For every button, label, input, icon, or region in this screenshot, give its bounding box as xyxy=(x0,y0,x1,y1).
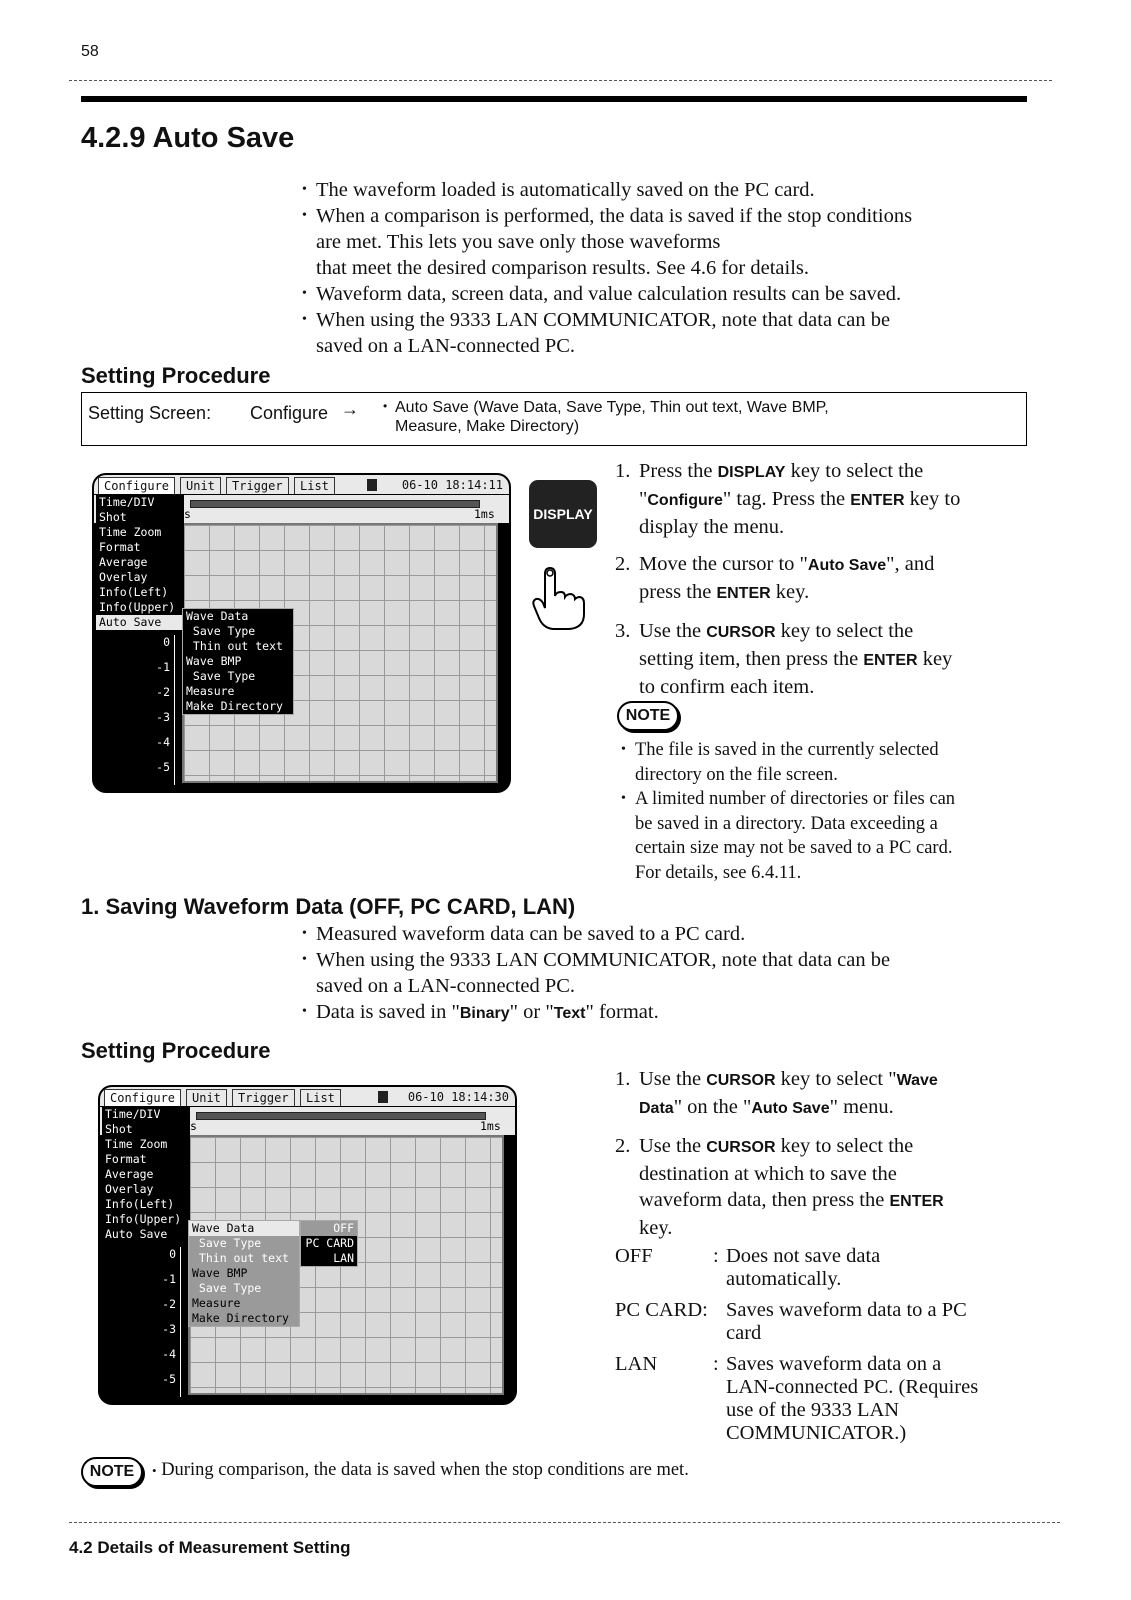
desc-line: Saves waveform data to a PC xyxy=(726,1299,967,1321)
text: " format. xyxy=(585,1001,659,1023)
menu-item[interactable]: Shot xyxy=(99,510,127,524)
step-item xyxy=(615,458,1015,540)
page-number: 58 xyxy=(81,43,99,60)
sub-bullet xyxy=(302,921,890,947)
desc-line: automatically. xyxy=(726,1268,842,1290)
options-table xyxy=(615,1245,1025,1445)
axis-line xyxy=(174,635,175,785)
submenu-item-selected[interactable]: Wave Data xyxy=(189,1221,299,1236)
menu-item[interactable]: Info(Upper) xyxy=(105,1212,182,1226)
arrow-icon: → xyxy=(341,399,359,419)
text: to confirm each item. xyxy=(639,676,815,698)
bullet-text: Waveform data, screen data, and value calculation results can be saved. xyxy=(316,283,902,305)
auto-save-submenu xyxy=(182,608,294,715)
axis-label: 0 xyxy=(169,1247,176,1261)
text: key to select the xyxy=(785,460,924,482)
intro-bullet xyxy=(302,307,912,333)
key-name: Configure xyxy=(647,492,723,509)
setting-screen-label: Setting Screen: xyxy=(88,403,212,423)
option-lan[interactable]: LAN xyxy=(333,1251,354,1265)
format-name: Text xyxy=(553,1005,586,1022)
text: key to select the xyxy=(775,620,914,642)
instrument-screen-1 xyxy=(92,473,511,793)
display-key xyxy=(529,480,597,548)
menu-item[interactable]: Info(Left) xyxy=(105,1197,175,1211)
clock: 06-10 18:14:30 xyxy=(407,1090,509,1104)
text: key to select the xyxy=(775,1135,914,1157)
step-number: 1. xyxy=(615,460,631,482)
menu-item[interactable]: Overlay xyxy=(99,570,148,584)
tab-unit[interactable]: Unit xyxy=(180,477,221,494)
option-row xyxy=(615,1299,1025,1353)
desc-line: LAN-connected PC. (Requires xyxy=(726,1376,979,1398)
desc-line: Does not save data xyxy=(726,1245,881,1267)
text: " tag. Press the xyxy=(722,488,851,510)
trigger-bar xyxy=(190,500,480,508)
submenu-item[interactable]: Thin out text xyxy=(192,1251,289,1265)
item-name: Wave xyxy=(896,1072,938,1089)
axis-label: 0 xyxy=(163,635,170,649)
text: Data is saved in " xyxy=(316,1001,460,1023)
menu-item[interactable]: Time/DIV xyxy=(105,1107,161,1121)
text: Move the cursor to " xyxy=(639,553,808,575)
text: key to select " xyxy=(775,1068,897,1090)
instrument-screen-2 xyxy=(98,1085,517,1405)
note-text: For details, see 6.4.11. xyxy=(635,862,802,883)
key-name: CURSOR xyxy=(706,1139,776,1156)
clock: 06-10 18:14:11 xyxy=(401,478,503,492)
axis-label: -4 xyxy=(156,735,170,749)
key-name: ENTER xyxy=(716,585,771,602)
note-text: During comparison, the data is saved when the stop conditions are met. xyxy=(161,1460,689,1480)
note-item xyxy=(621,787,955,812)
note-text: be saved in a directory. Data exceeding a xyxy=(635,813,938,834)
title-rule xyxy=(81,96,1027,102)
format-name: Binary xyxy=(459,1005,510,1022)
menu-item[interactable]: Shot xyxy=(105,1122,133,1136)
intro-bullet xyxy=(302,177,912,203)
option-term: OFF xyxy=(615,1245,653,1267)
key-name: Auto Save xyxy=(807,557,887,574)
setting-screen-items-cont: Measure, Make Directory) xyxy=(395,418,580,435)
submenu-item[interactable]: Save Type xyxy=(186,624,256,638)
submenu-item[interactable]: Save Type xyxy=(192,1281,262,1295)
axis-label: -1 xyxy=(156,660,170,674)
submenu-item[interactable]: Save Type xyxy=(192,1236,262,1250)
note-bullets xyxy=(621,738,955,885)
key-name: ENTER xyxy=(863,652,918,669)
text: Use the xyxy=(639,1068,707,1090)
submenu-item[interactable]: Measure xyxy=(192,1296,241,1310)
option-sep: : xyxy=(713,1245,719,1267)
text: key. xyxy=(639,1217,673,1239)
trigger-bar xyxy=(196,1112,486,1120)
axis-label: -2 xyxy=(162,1297,176,1311)
menu-item[interactable]: Time Zoom xyxy=(99,525,162,539)
menu-item[interactable]: Average xyxy=(99,555,148,569)
option-row xyxy=(615,1353,1025,1445)
text: Use the xyxy=(639,1135,707,1157)
bullet-text: When using the 9333 LAN COMMUNICATOR, note that data can be xyxy=(316,309,891,331)
menu-item-auto-save[interactable]: Auto Save xyxy=(105,1227,168,1241)
menu-item[interactable]: Time/DIV xyxy=(99,495,155,509)
step-number: 2. xyxy=(615,1135,631,1157)
option-desc xyxy=(726,1299,967,1345)
option-desc xyxy=(726,1245,880,1291)
submenu-item[interactable]: Make Directory xyxy=(192,1311,289,1325)
submenu-item[interactable]: Save Type xyxy=(186,669,256,683)
menu-item[interactable]: Format xyxy=(105,1152,147,1166)
setting-procedure-heading-2: Setting Procedure xyxy=(81,1038,271,1063)
desc-line: use of the 9333 LAN xyxy=(726,1399,900,1421)
destination-options xyxy=(300,1220,358,1267)
bullet-text: saved on a LAN-connected PC. xyxy=(316,975,576,997)
submenu-item[interactable]: Thin out text xyxy=(186,639,283,653)
option-off[interactable]: OFF xyxy=(301,1221,357,1236)
step-item xyxy=(615,1066,1015,1122)
text: press the xyxy=(639,581,717,603)
setting-screen-box xyxy=(81,392,1027,446)
steps-list-2 xyxy=(615,1066,1015,1252)
note-badge-2: NOTE xyxy=(81,1457,143,1487)
text: Use the xyxy=(639,620,707,642)
key-name: CURSOR xyxy=(706,1072,776,1089)
bullet-text: saved on a LAN-connected PC. xyxy=(316,335,576,357)
time-left-label: s xyxy=(184,507,191,521)
intro-bullets xyxy=(302,177,912,359)
note-item xyxy=(621,738,955,763)
option-row xyxy=(615,1245,1025,1299)
desc-line: COMMUNICATOR.) xyxy=(726,1422,907,1444)
axis-label: -5 xyxy=(162,1372,176,1386)
submenu-item[interactable]: Make Directory xyxy=(186,699,283,713)
key-name: CURSOR xyxy=(706,624,776,641)
menu-item[interactable]: Time Zoom xyxy=(105,1137,168,1151)
option-sep: : xyxy=(713,1353,719,1375)
subsection-title: 1. Saving Waveform Data (OFF, PC CARD, LAN) xyxy=(81,894,576,919)
intro-bullet xyxy=(302,281,912,307)
setting-screen-path: Configure xyxy=(250,403,329,423)
step-number: 1. xyxy=(615,1068,631,1090)
key-name: ENTER xyxy=(889,1193,944,1210)
footer-divider xyxy=(69,1522,1060,1523)
step-item xyxy=(615,1133,1015,1241)
text: key. xyxy=(770,581,810,603)
text: " or " xyxy=(509,1001,554,1023)
bullet-text: The waveform loaded is automatically saved on the PC card. xyxy=(316,179,815,201)
text: " on the " xyxy=(673,1096,752,1118)
note-badge: NOTE xyxy=(617,701,679,731)
tab-configure[interactable]: Configure xyxy=(98,477,175,494)
step-item xyxy=(615,618,1015,700)
setting-procedure-heading: Setting Procedure xyxy=(81,363,271,388)
step-number: 2. xyxy=(615,553,631,575)
text: display the menu. xyxy=(639,516,785,538)
axis-label: -3 xyxy=(156,710,170,724)
note-text: directory on the file screen. xyxy=(635,764,838,785)
option-desc xyxy=(726,1353,978,1445)
submenu-item[interactable]: Wave BMP xyxy=(192,1266,248,1280)
sub-bullet xyxy=(302,947,890,973)
tab-list[interactable]: List xyxy=(294,477,335,494)
bullet-text: are met. This lets you save only those waveforms xyxy=(316,231,721,253)
note-2-text xyxy=(152,1460,689,1481)
time-right-label: 1ms xyxy=(474,507,495,521)
display-key-label: DISPLAY xyxy=(533,506,593,522)
text: " menu. xyxy=(829,1096,894,1118)
y-axis-labels xyxy=(94,475,170,793)
desc-line: card xyxy=(726,1322,762,1344)
bullet-text: that meet the desired comparison results. See 4.6 for details. xyxy=(316,257,810,279)
option-term: LAN xyxy=(615,1353,658,1375)
text: waveform data, then press the xyxy=(639,1189,890,1211)
bullet-dot: • xyxy=(383,399,388,413)
tab-configure[interactable]: Configure xyxy=(104,1089,181,1106)
menu-item[interactable]: Info(Left) xyxy=(99,585,169,599)
axis-label: -2 xyxy=(156,685,170,699)
axis-label: -5 xyxy=(156,760,170,774)
option-pc-card[interactable]: PC CARD xyxy=(305,1236,354,1250)
subsection-bullets xyxy=(302,921,890,1027)
axis-line xyxy=(180,1247,181,1397)
item-name: Auto Save xyxy=(751,1100,830,1117)
tab-unit[interactable]: Unit xyxy=(186,1089,227,1106)
setting-screen-items: Auto Save (Wave Data, Save Type, Thin out text, Wave BMP, xyxy=(395,399,829,416)
menu-item-auto-save[interactable]: Auto Save xyxy=(96,615,184,630)
text: Press the xyxy=(639,460,718,482)
note-text: A limited number of directories or files can xyxy=(635,789,956,809)
option-term: PC CARD: xyxy=(615,1299,708,1321)
menu-item[interactable]: Format xyxy=(99,540,141,554)
text: key xyxy=(917,648,953,670)
time-right-label: 1ms xyxy=(480,1119,501,1133)
key-name: ENTER xyxy=(850,492,905,509)
pc-card-icon xyxy=(378,1091,388,1103)
menu-item[interactable]: Info(Upper) xyxy=(99,600,176,614)
text: setting item, then press the xyxy=(639,648,864,670)
axis-label: -3 xyxy=(162,1322,176,1336)
time-left-label: s xyxy=(190,1119,197,1133)
submenu-item[interactable]: Wave BMP xyxy=(186,654,242,668)
tab-list[interactable]: List xyxy=(300,1089,341,1106)
tab-trigger[interactable]: Trigger xyxy=(232,1089,295,1106)
section-title: 4.2.9 Auto Save xyxy=(81,122,295,154)
sub-bullet xyxy=(302,999,890,1027)
menu-item[interactable]: Overlay xyxy=(105,1182,154,1196)
header-divider xyxy=(69,80,1052,81)
submenu-item[interactable]: Wave Data xyxy=(186,609,249,623)
bullet-text: When a comparison is performed, the data is saved if the stop conditions xyxy=(316,205,913,227)
y-axis-labels xyxy=(100,1087,176,1405)
axis-label: -4 xyxy=(162,1347,176,1361)
desc-line: Saves waveform data on a xyxy=(726,1353,942,1375)
footer-text: 4.2 Details of Measurement Setting xyxy=(69,1538,351,1557)
pc-card-icon xyxy=(367,479,377,491)
pointing-hand-icon xyxy=(531,566,587,632)
submenu-item[interactable]: Measure xyxy=(186,684,235,698)
bullet-text: Measured waveform data can be saved to a PC card. xyxy=(316,923,746,945)
intro-bullet xyxy=(302,203,912,229)
bullet-dot: • xyxy=(152,1463,157,1478)
axis-label: -1 xyxy=(162,1272,176,1286)
note-text: The file is saved in the currently selected xyxy=(635,740,939,760)
note-text: certain size may not be saved to a PC card. xyxy=(635,838,953,858)
step-number: 3. xyxy=(615,620,631,642)
text: destination at which to save the xyxy=(639,1163,897,1185)
text: key to xyxy=(904,488,961,510)
steps-list-1 xyxy=(615,458,1015,711)
menu-item[interactable]: Average xyxy=(105,1167,154,1181)
auto-save-submenu xyxy=(188,1220,300,1327)
text: " xyxy=(639,488,648,510)
tab-trigger[interactable]: Trigger xyxy=(226,477,289,494)
text: ", and xyxy=(886,553,935,575)
key-name: DISPLAY xyxy=(717,464,786,481)
step-item xyxy=(615,551,1015,607)
item-name: Data xyxy=(639,1100,674,1117)
bullet-text: When using the 9333 LAN COMMUNICATOR, note that data can be xyxy=(316,949,891,971)
